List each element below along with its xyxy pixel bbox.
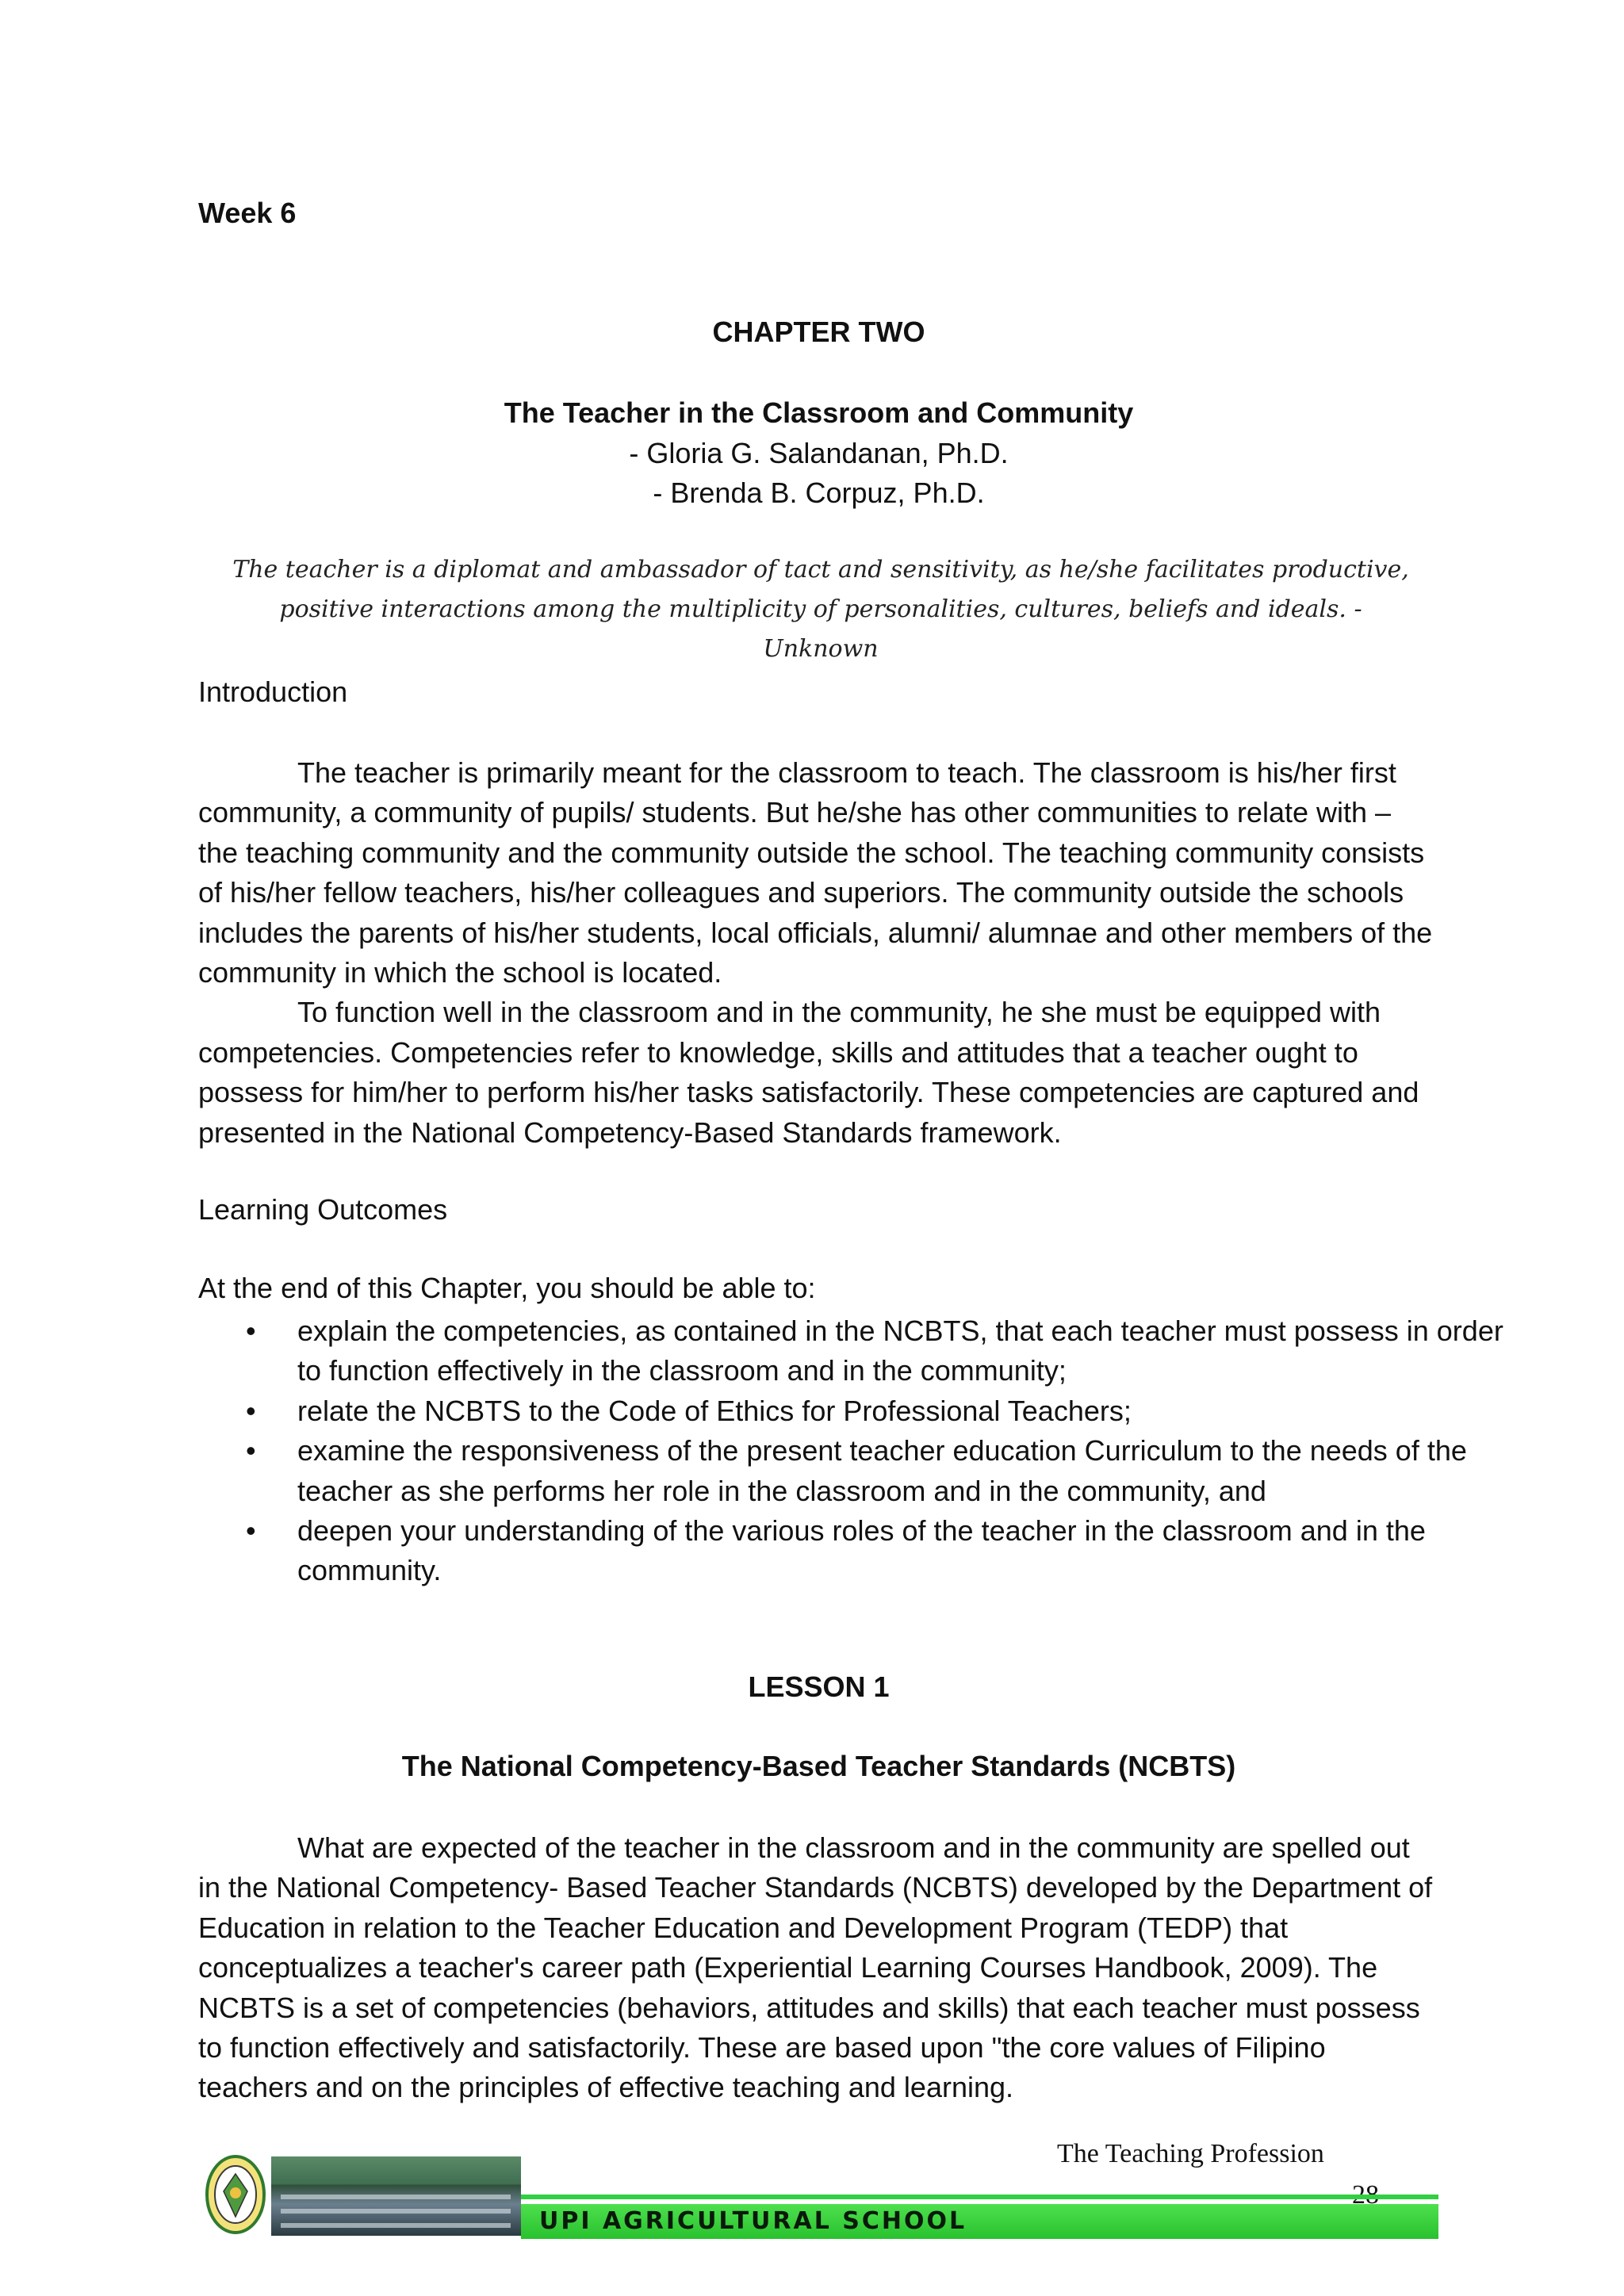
author-1: - Gloria G. Salandanan, Ph.D. bbox=[629, 437, 1009, 469]
bullet-icon: • bbox=[246, 1514, 256, 1548]
lesson-body bbox=[198, 1828, 1435, 2108]
learning-outcomes-heading: Learning Outcomes bbox=[198, 1193, 448, 1226]
list-item bbox=[246, 1431, 1534, 1511]
footer-course-title: The Teaching Profession bbox=[1057, 2139, 1324, 2168]
bullet-icon: • bbox=[246, 1394, 256, 1427]
list-item bbox=[246, 1511, 1534, 1591]
learning-outcomes-lead: At the end of this Chapter, you should be able to: bbox=[198, 1272, 816, 1304]
school-building-photo bbox=[271, 2156, 521, 2236]
outcome-text: explain the competencies, as contained in the NCBTS, that each teacher must possess in order to function effectively in the classroom and in the community; bbox=[297, 1314, 1503, 1387]
introduction-heading: Introduction bbox=[198, 675, 348, 708]
lesson-paragraph-1: What are expected of the teacher in the classroom and in the community are spelled out in the National Competency- Based Teacher Standards (NCBTS) developed by the Department of Education in relation to the Teacher Education and Development Program (TEDP) that conceptualizes a teacher's career path (Experiential Learning Courses Handbook, 2009). The NCBTS is a set of competencies (behaviors, attitudes and skills) that each teacher must possess to function effectively and satisfactorily. These are based upon "the core values of Filipino teachers and on the principles of effective teaching and learning. bbox=[198, 1831, 1433, 2104]
outcome-text: relate the NCBTS to the Code of Ethics for Professional Teachers; bbox=[297, 1394, 1132, 1427]
bullet-icon: • bbox=[246, 1314, 256, 1347]
footer-banner-stripe bbox=[521, 2195, 1438, 2199]
outcome-text: deepen your understanding of the various roles of the teacher in the classroom and in the community. bbox=[297, 1514, 1426, 1587]
lesson-title: The National Competency-Based Teacher Standards (NCBTS) bbox=[401, 1750, 1236, 1782]
school-banner-label: UPI AGRICULTURAL SCHOOL bbox=[539, 2207, 967, 2235]
bullet-icon: • bbox=[246, 1434, 256, 1468]
chapter-title: The Teacher in the Classroom and Community bbox=[504, 396, 1134, 429]
week-label: Week 6 bbox=[198, 197, 297, 229]
introduction-paragraph-2: To function well in the classroom and in the community, he she must be equipped with competencies. Competencies refer to knowledge, skills and attitudes that a teacher ought to possess for him/her to perform his/her tasks satisfactorily. These competencies are captured and presented in the National Competency-Based Standards framework. bbox=[198, 996, 1419, 1149]
author-2: - Brenda B. Corpuz, Ph.D. bbox=[653, 476, 985, 509]
outcome-text: examine the responsiveness of the present teacher education Curriculum to the needs of the teacher as she performs her role in the classroom and in the community, and bbox=[297, 1434, 1467, 1507]
learning-outcomes-list bbox=[198, 1311, 1534, 1591]
list-item bbox=[246, 1311, 1534, 1391]
epigraph-quote: The teacher is a diplomat and ambassador of tact and sensitivity, as he/she facilitates productive, positive interactions among the multiplicity of personalities, cultures, beliefs and ideals. - Unknown bbox=[232, 556, 1409, 663]
introduction-paragraph-1: The teacher is primarily meant for the classroom to teach. The classroom is his/her first community, a community of pupils/ students. But he/she has other communities to relate with – the teaching community and the community outside the school. The teaching community consists of his/her fellow teachers, his/her colleagues and superiors. The community outside the schools includes the parents of his/her students, local officials, alumni/ alumnae and other members of the community in which the school is located. bbox=[198, 756, 1433, 989]
lesson-label: LESSON 1 bbox=[748, 1670, 890, 1703]
introduction-body bbox=[198, 753, 1435, 1153]
chapter-label: CHAPTER TWO bbox=[712, 316, 925, 348]
school-seal-icon bbox=[205, 2153, 266, 2236]
list-item bbox=[246, 1391, 1534, 1431]
